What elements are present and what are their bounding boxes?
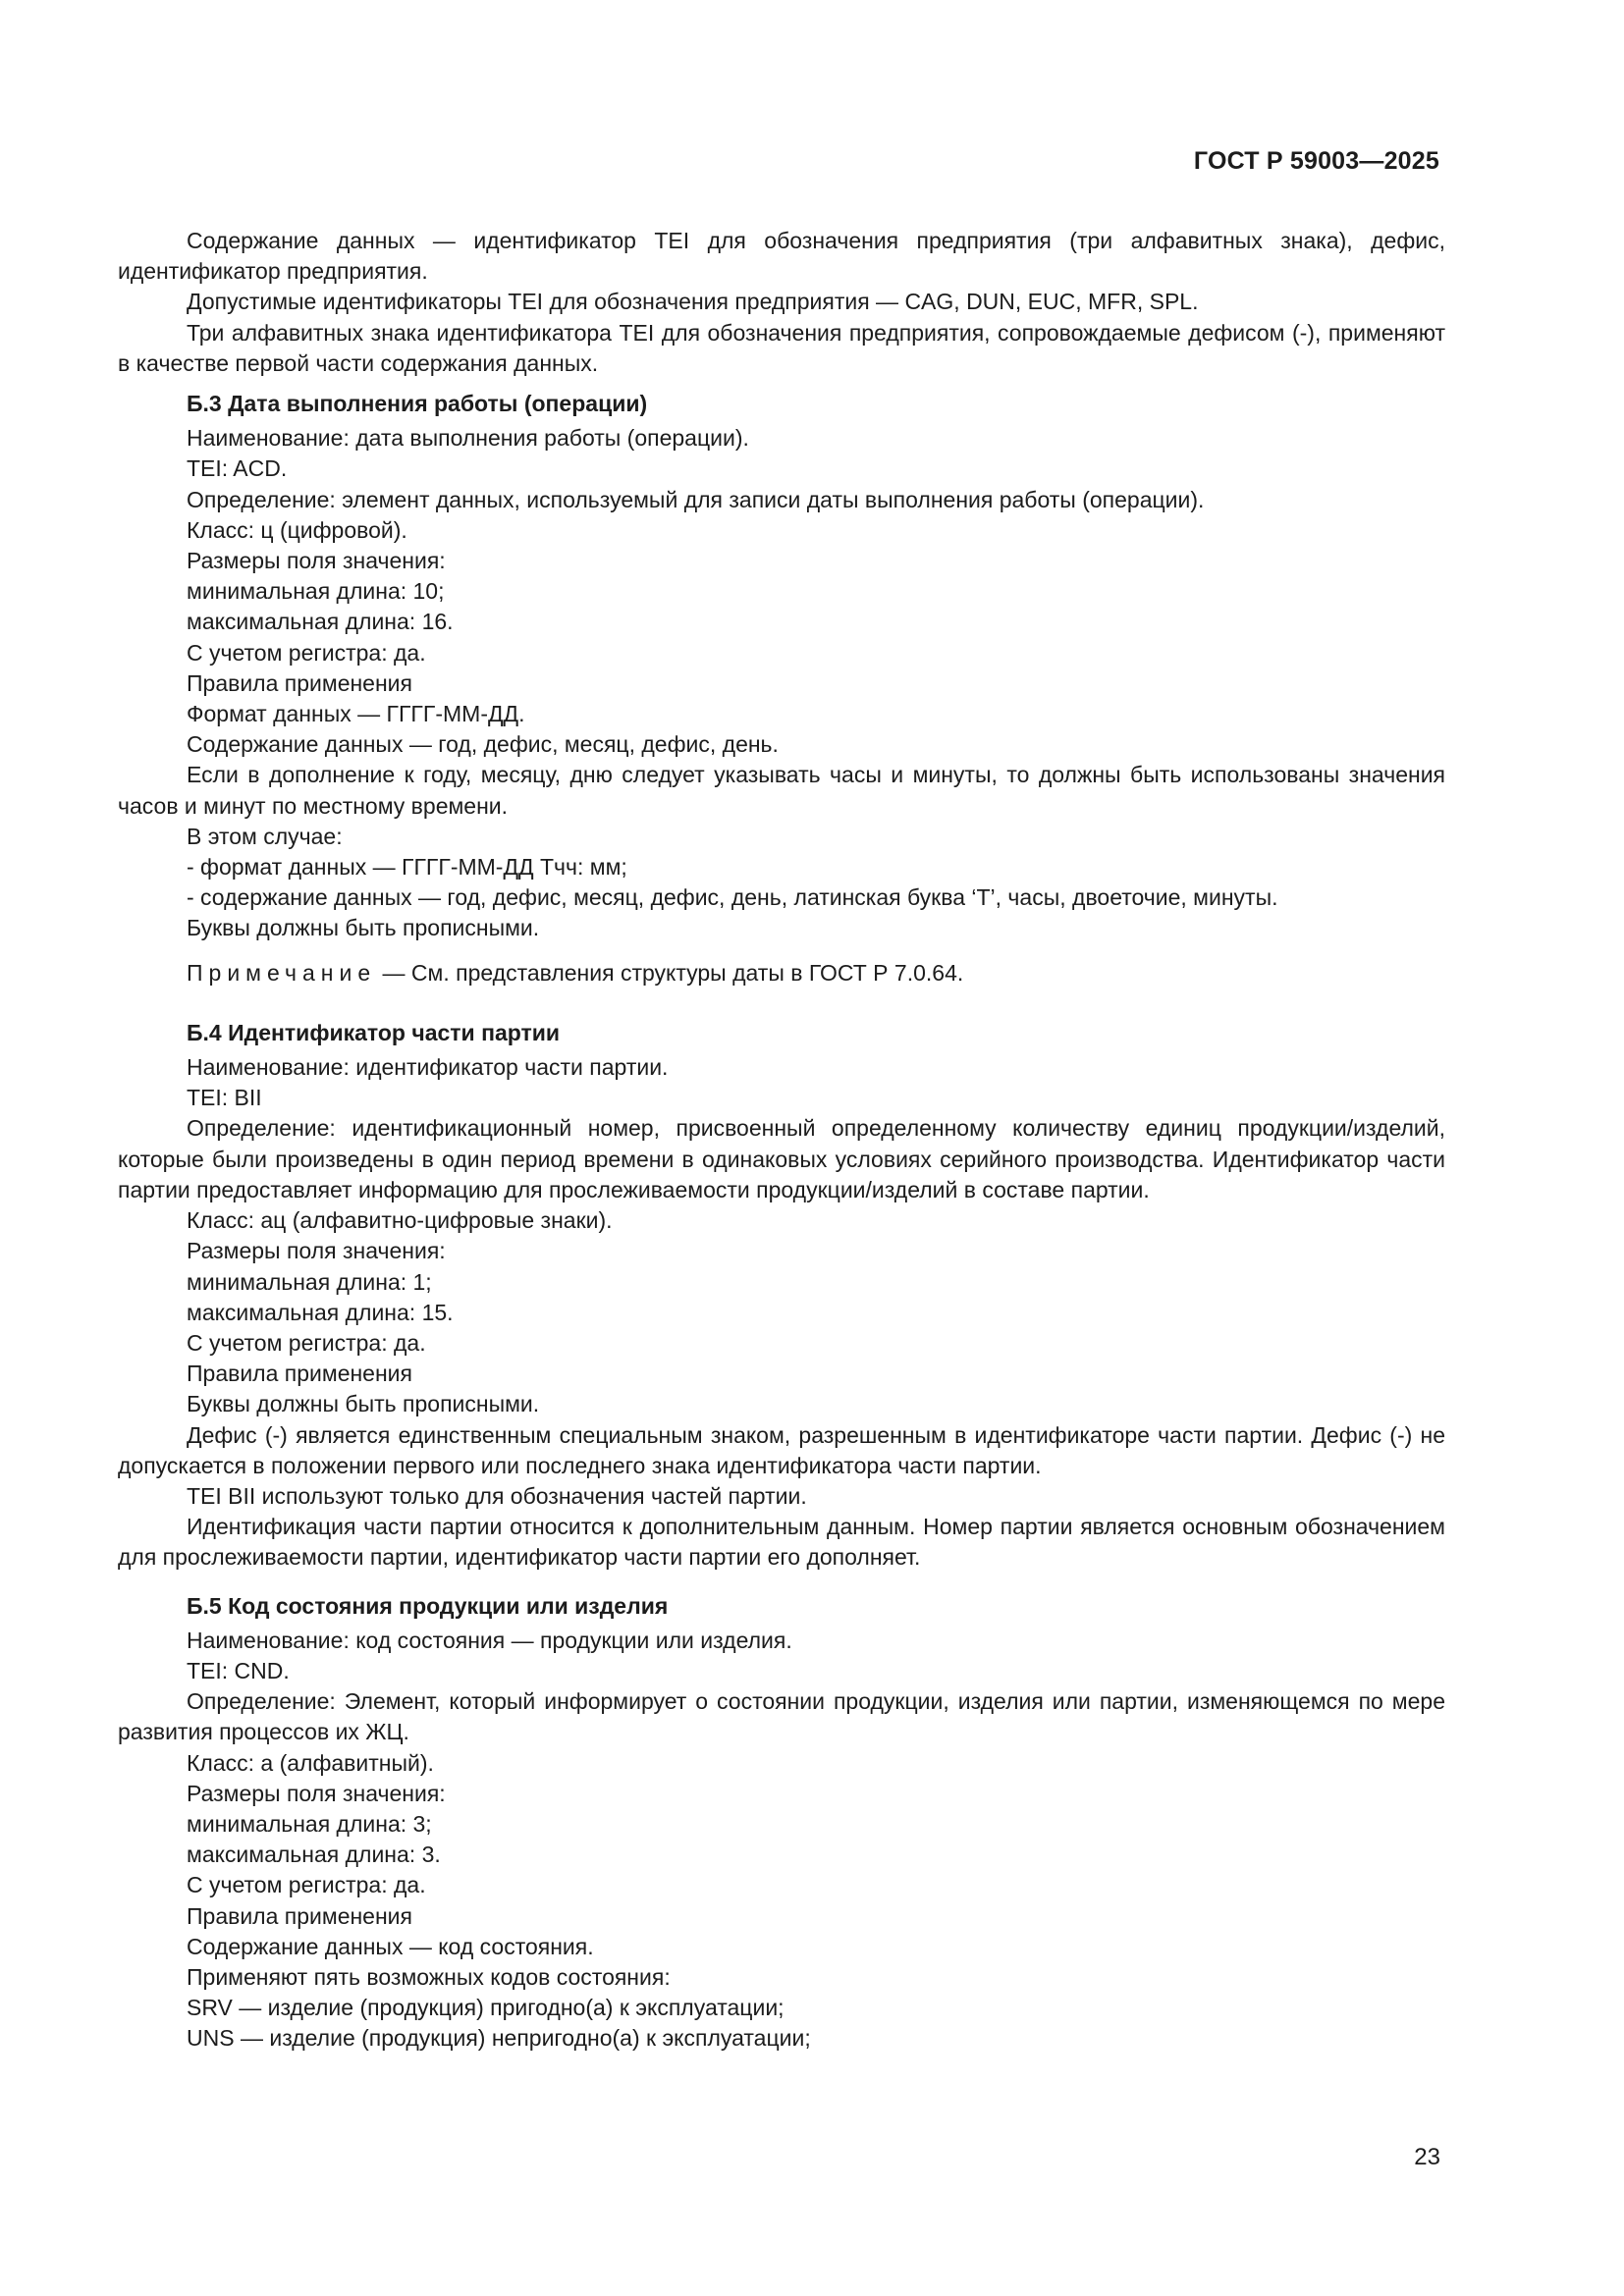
paragraph: Размеры поля значения:	[187, 548, 446, 574]
paragraph: минимальная длина: 10;	[187, 578, 445, 605]
paragraph: Содержание данных — код состояния.	[187, 1933, 594, 1959]
note-label: Примечание	[187, 959, 377, 986]
paragraph: Наименование: идентификатор части партии.	[187, 1054, 669, 1081]
paragraph: Правила применения	[187, 1361, 412, 1387]
paragraph: максимальная длина: 15.	[187, 1299, 454, 1325]
paragraph: Формат данных — ГГГГ-ММ-ДД.	[187, 701, 525, 727]
list-item: - формат данных — ГГГГ-ММ-ДД Тчч: мм;	[187, 854, 627, 881]
paragraph: Три алфавитных знака идентификатора TEI для обозначения предприятия, сопровождаемые дефисом (-), применяют в качестве первой части содержания данных.	[118, 319, 1445, 376]
section-heading-b4: Б.4 Идентификатор части партии	[187, 1019, 561, 1045]
note-text: — См. представления структуры даты в ГОСТ Р 7.0.64.	[376, 959, 964, 986]
paragraph: Класс: ац (алфавитно-цифровые знаки).	[187, 1207, 613, 1234]
paragraph: минимальная длина: 3;	[187, 1810, 432, 1837]
note	[118, 958, 1445, 988]
paragraph: Буквы должны быть прописными.	[187, 1391, 540, 1417]
paragraph: Дефис (-) является единственным специальным знаком, разрешенным в идентификаторе части партии. Дефис (-) не допускается в положении первого или последнего знака идентификатора части партии.	[118, 1421, 1445, 1478]
paragraph: TEI: ACD.	[187, 455, 288, 482]
page-number: 23	[1414, 2144, 1440, 2170]
paragraph: Содержание данных — идентификатор TEI для обозначения предприятия (три алфавитных знака), дефис, идентификатор предприятия.	[118, 228, 1445, 285]
section-heading-b3: Б.3 Дата выполнения работы (операции)	[187, 391, 648, 417]
paragraph: TEI: CND.	[187, 1657, 290, 1683]
paragraph: Содержание данных — год, дефис, месяц, дефис, день.	[187, 731, 779, 758]
paragraph: Размеры поля значения:	[187, 1238, 446, 1264]
paragraph: Допустимые идентификаторы TEI для обозначения предприятия — CAG, DUN, EUC, MFR, SPL.	[187, 289, 1199, 315]
paragraph: Определение: Элемент, который информирует о состоянии продукции, изделия или партии, изменяющемся по мере развития процессов их ЖЦ.	[118, 1688, 1445, 1745]
list-item: - содержание данных — год, дефис, месяц, дефис, день, латинская буква ‘T’, часы, двоеточие, минуты.	[187, 884, 1278, 911]
section-heading-b5: Б.5 Код состояния продукции или изделия	[187, 1592, 669, 1619]
paragraph: максимальная длина: 3.	[187, 1842, 441, 1868]
paragraph: TEI: BII	[187, 1085, 262, 1111]
page-body	[118, 226, 1445, 2055]
paragraph: С учетом регистра: да.	[187, 1872, 426, 1898]
paragraph: Идентификация части партии относится к дополнительным данным. Номер партии является основным обозначением для прослеживаемости партии, идентификатор части партии его дополняет.	[118, 1514, 1445, 1571]
paragraph: Правила применения	[187, 1902, 412, 1929]
paragraph: Размеры поля значения:	[187, 1780, 446, 1806]
paragraph: Правила применения	[187, 669, 412, 696]
list-item: SRV — изделие (продукция) пригодно(а) к эксплуатации;	[187, 1995, 785, 2021]
paragraph: Класс: ц (цифровой).	[187, 516, 407, 543]
paragraph: Класс: а (алфавитный).	[187, 1749, 434, 1776]
paragraph: Наименование: дата выполнения работы (операции).	[187, 425, 749, 452]
paragraph: Если в дополнение к году, месяцу, дню следует указывать часы и минуты, то должны быть использованы значения часов и минут по местному времени.	[118, 762, 1445, 819]
paragraph: Применяют пять возможных кодов состояния:	[187, 1963, 671, 1990]
paragraph: Определение: элемент данных, используемый для записи даты выполнения работы (операции).	[187, 486, 1205, 512]
paragraph: Буквы должны быть прописными.	[187, 915, 540, 941]
list-item: UNS — изделие (продукция) непригодно(а) к эксплуатации;	[187, 2025, 811, 2052]
document-header: ГОСТ Р 59003—2025	[1193, 147, 1439, 175]
paragraph: С учетом регистра: да.	[187, 1329, 426, 1356]
paragraph: Наименование: код состояния — продукции или изделия.	[187, 1627, 792, 1653]
paragraph: С учетом регистра: да.	[187, 639, 426, 666]
paragraph: максимальная длина: 16.	[187, 609, 454, 635]
paragraph: Определение: идентификационный номер, присвоенный определенному количеству единиц продукции/изделий, которые были произведены в один период времени в одинаковых условиях серийного производства. Идентификатор части партии предоставляет информацию для прослеживаемости продукции/изделий в составе партии.	[118, 1115, 1445, 1202]
paragraph: TEI BII используют только для обозначения частей партии.	[187, 1482, 807, 1509]
paragraph: минимальная длина: 1;	[187, 1268, 432, 1295]
paragraph: В этом случае:	[187, 823, 343, 849]
